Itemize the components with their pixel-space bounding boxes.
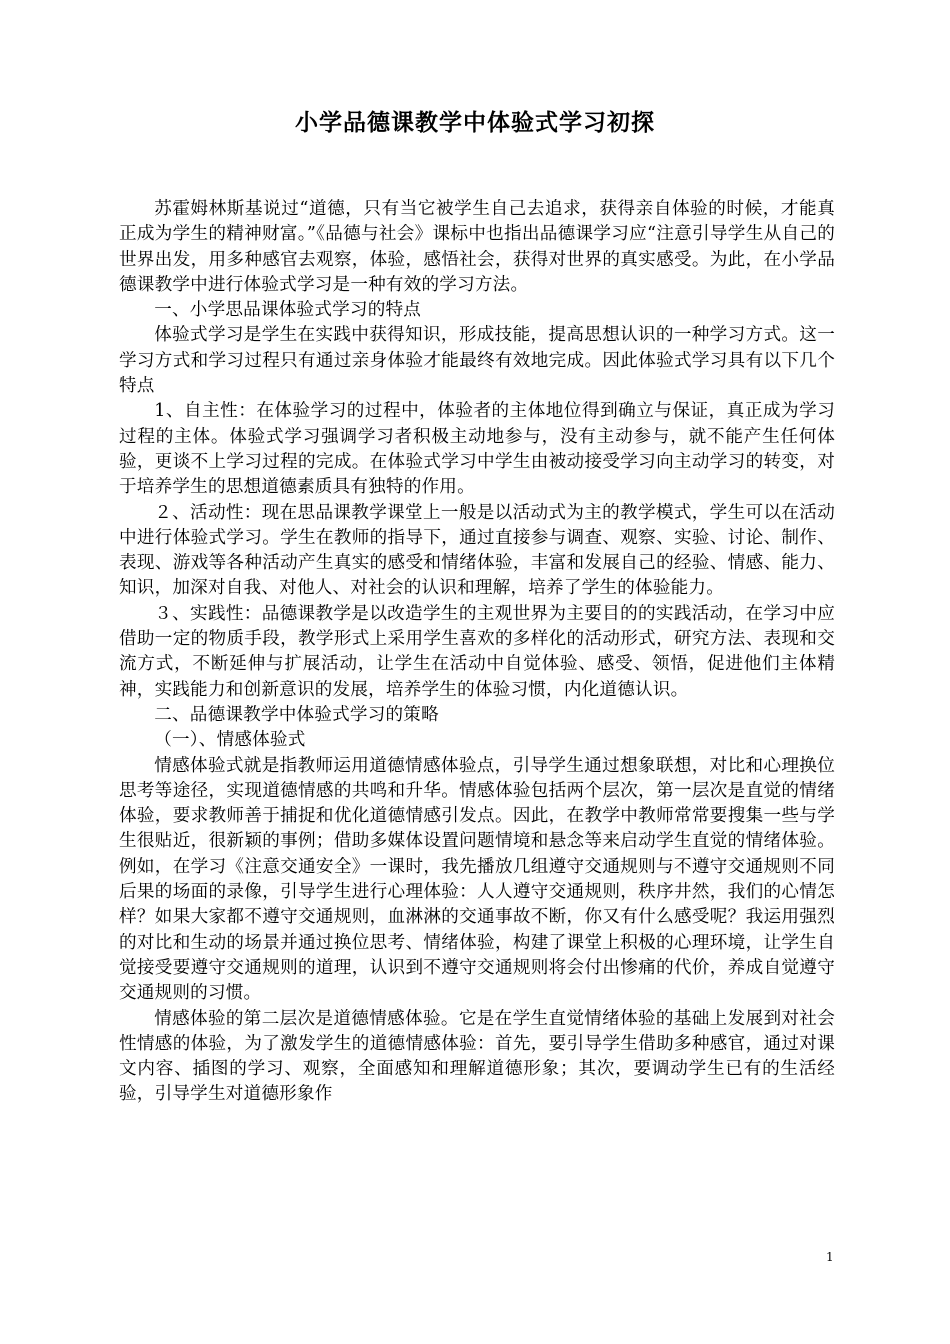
paragraph-intro: 苏霍姆林斯基说过“道德，只有当它被学生自己去追求，获得亲自体验的时候，才能真正成为学生的精神财富。”《品德与社会》课标中也指出品德课学习应“注意引导学生从自己的世界出发，用多种感官去观察，体验，感悟社会，获得对世界的真实感受。为此，在小学品德课教学中进行体验式学习是一种有效的学习方法。	[119, 199, 835, 295]
section-heading-features: 一、小学思品课体验式学习的特点	[154, 300, 422, 321]
paragraph-features-intro: 体验式学习是学生在实践中获得知识，形成技能，提高思想认识的一种学习方式。这一学习方式和学习过程只有通过亲身体验才能最终有效地完成。因此体验式学习具有以下几个特点	[119, 325, 835, 397]
paragraph-moral-emotion: 情感体验的第二层次是道德情感体验。它是在学生直觉情绪体验的基础上发展到对社会性情感的体验，为了激发学生的道德情感体验：首先，要引导学生借助多种感官，通过对课文内容、插图的学习、观察，全面感知和理解道德形象；其次，要调动学生已有的生活经验，引导学生对道德形象作	[119, 1008, 835, 1105]
paragraph-activity: ２、活动性：现在思品课教学课堂上一般是以活动式为主的教学模式，学生可以在活动中进行体验式学习。学生在教师的指导下，通过直接参与调查、观察、实验、讨论、制作、表现、游戏等各种活动产生真实的感受和情绪体验，丰富和发展自己的经验、情感、能力、知识，加深对自我、对他人、对社会的认识和理解，培养了学生的体验能力。	[119, 502, 835, 599]
paragraph-emotion-experience: 情感体验式就是指教师运用道德情感体验点，引导学生通过想象联想，对比和心理换位思考等途径，实现道德情感的共鸣和升华。情感体验包括两个层次，第一层次是直觉的情绪体验，要求教师善于捕捉和优化道德情感引发点。因此，在教学中教师常常要搜集一些与学生很贴近，很新颖的事例；借助多媒体设置问题情境和悬念等来启动学生直觉的情绪体验。例如，在学习《注意交通安全》一课时，我先播放几组遵守交通规则与不遵守交通规则不同后果的场面的录像，引导学生进行心理体验：人人遵守交通规则，秩序井然，我们的心情怎样？如果大家都不遵守交通规则，血淋淋的交通事故不断，你又有什么感受呢？我运用强烈的对比和生动的场景并通过换位思考、情绪体验，构建了课堂上积极的心理环境，让学生自觉接受要遵守交通规则的道理，认识到不遵守交通规则将会付出惨痛的代价，养成自觉遵守交通规则的习惯。	[119, 755, 835, 1004]
document-title: 小学品德课教学中体验式学习初探	[295, 110, 655, 136]
paragraph-practice: ３、实践性：品德课教学是以改造学生的主观世界为主要目的的实践活动，在学习中应借助一定的物质手段，教学形式上采用学生喜欢的多样化的活动形式，研究方法、表现和交流方式，不断延伸与扩展活动，让学生在活动中自觉体验、感受、领悟，促进他们主体精神，实践能力和创新意识的发展，培养学生的体验习惯，内化道德认识。	[119, 603, 835, 700]
document-body	[119, 197, 835, 1108]
paragraph-autonomy: 1、自主性：在体验学习的过程中，体验者的主体地位得到确立与保证，真正成为学习过程的主体。体验式学习强调学习者积极主动地参与，没有主动参与，就不能产生任何体验，更谈不上学习过程的完成。在体验式学习中学生由被动接受学习向主动学习的转变，对于培养学生的思想道德素质具有独特的作用。	[119, 401, 835, 498]
subsection-heading-emotion: （一）、情感体验式	[154, 730, 306, 751]
section-heading-strategies: 二、品德课教学中体验式学习的策略	[154, 704, 439, 725]
page-number: 1	[826, 1250, 834, 1264]
